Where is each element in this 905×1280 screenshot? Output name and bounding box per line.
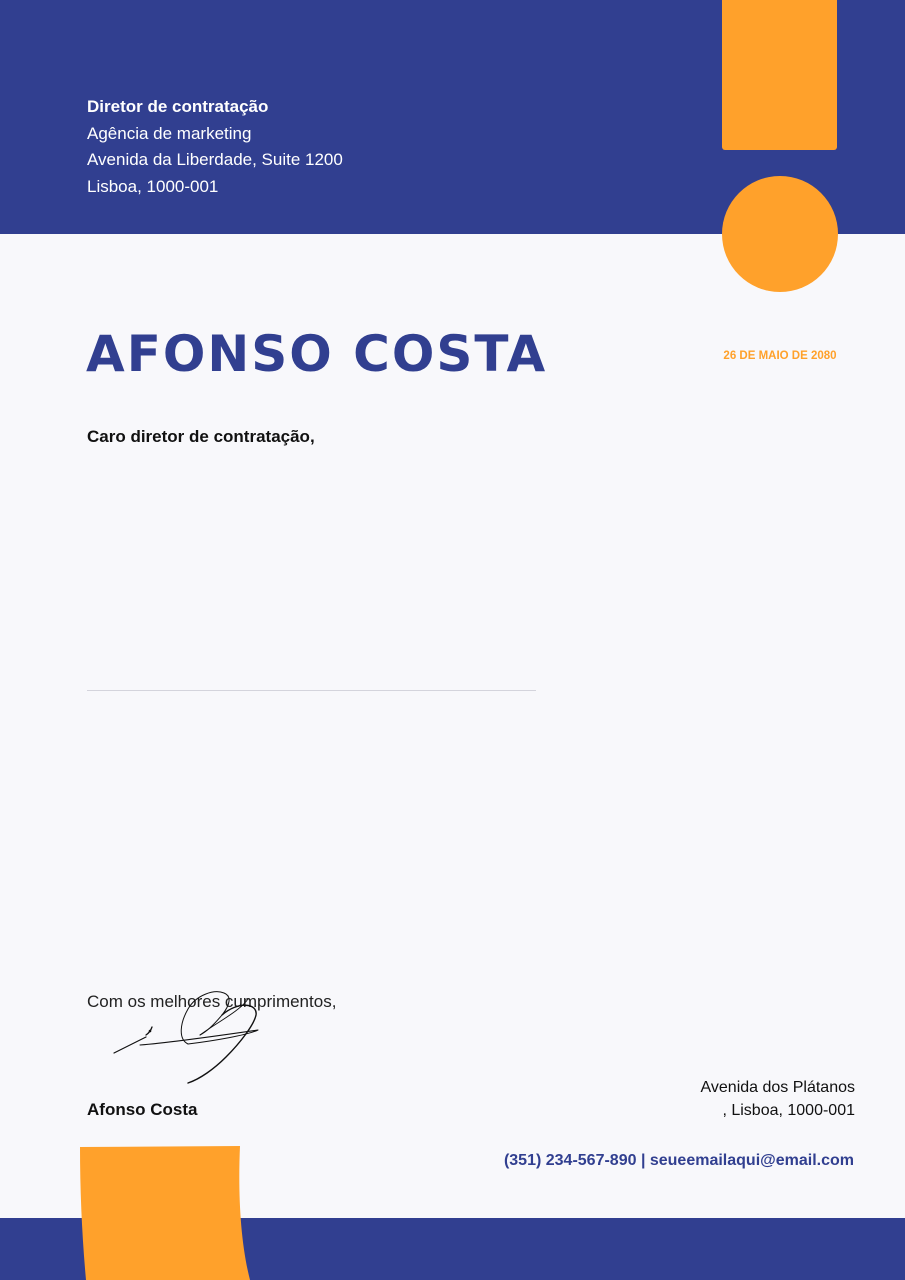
- recipient-city: Lisboa, 1000-001: [87, 176, 219, 196]
- sender-address-line2: , Lisboa, 1000-001: [722, 1102, 855, 1119]
- recipient-street: Avenida da Liberdade, Suite 1200: [87, 150, 343, 169]
- recipient-title: Diretor de contratação: [87, 97, 269, 116]
- letter-date: 26 DE MAIO DE 2080: [723, 350, 837, 362]
- recipient-block: [87, 94, 343, 200]
- salutation: Caro diretor de contratação,: [87, 427, 315, 446]
- footer-decorative-shape: [0, 1146, 260, 1280]
- divider: [87, 690, 536, 691]
- decorative-rectangle: [722, 0, 837, 150]
- signature-icon: [108, 983, 274, 1089]
- sender-address-line1: Avenida dos Plátanos: [700, 1079, 855, 1096]
- closing: Com os melhores cumprimentos,: [87, 992, 337, 1011]
- sender-address: [701, 1076, 855, 1122]
- signer-name: Afonso Costa: [87, 1100, 198, 1119]
- sender-contact: (351) 234-567-890 | seueemailaqui@email.com: [503, 1152, 854, 1169]
- recipient-company: Agência de marketing: [87, 123, 252, 143]
- decorative-circle: [722, 176, 838, 292]
- sender-name: AFONSO COSTA: [86, 325, 548, 383]
